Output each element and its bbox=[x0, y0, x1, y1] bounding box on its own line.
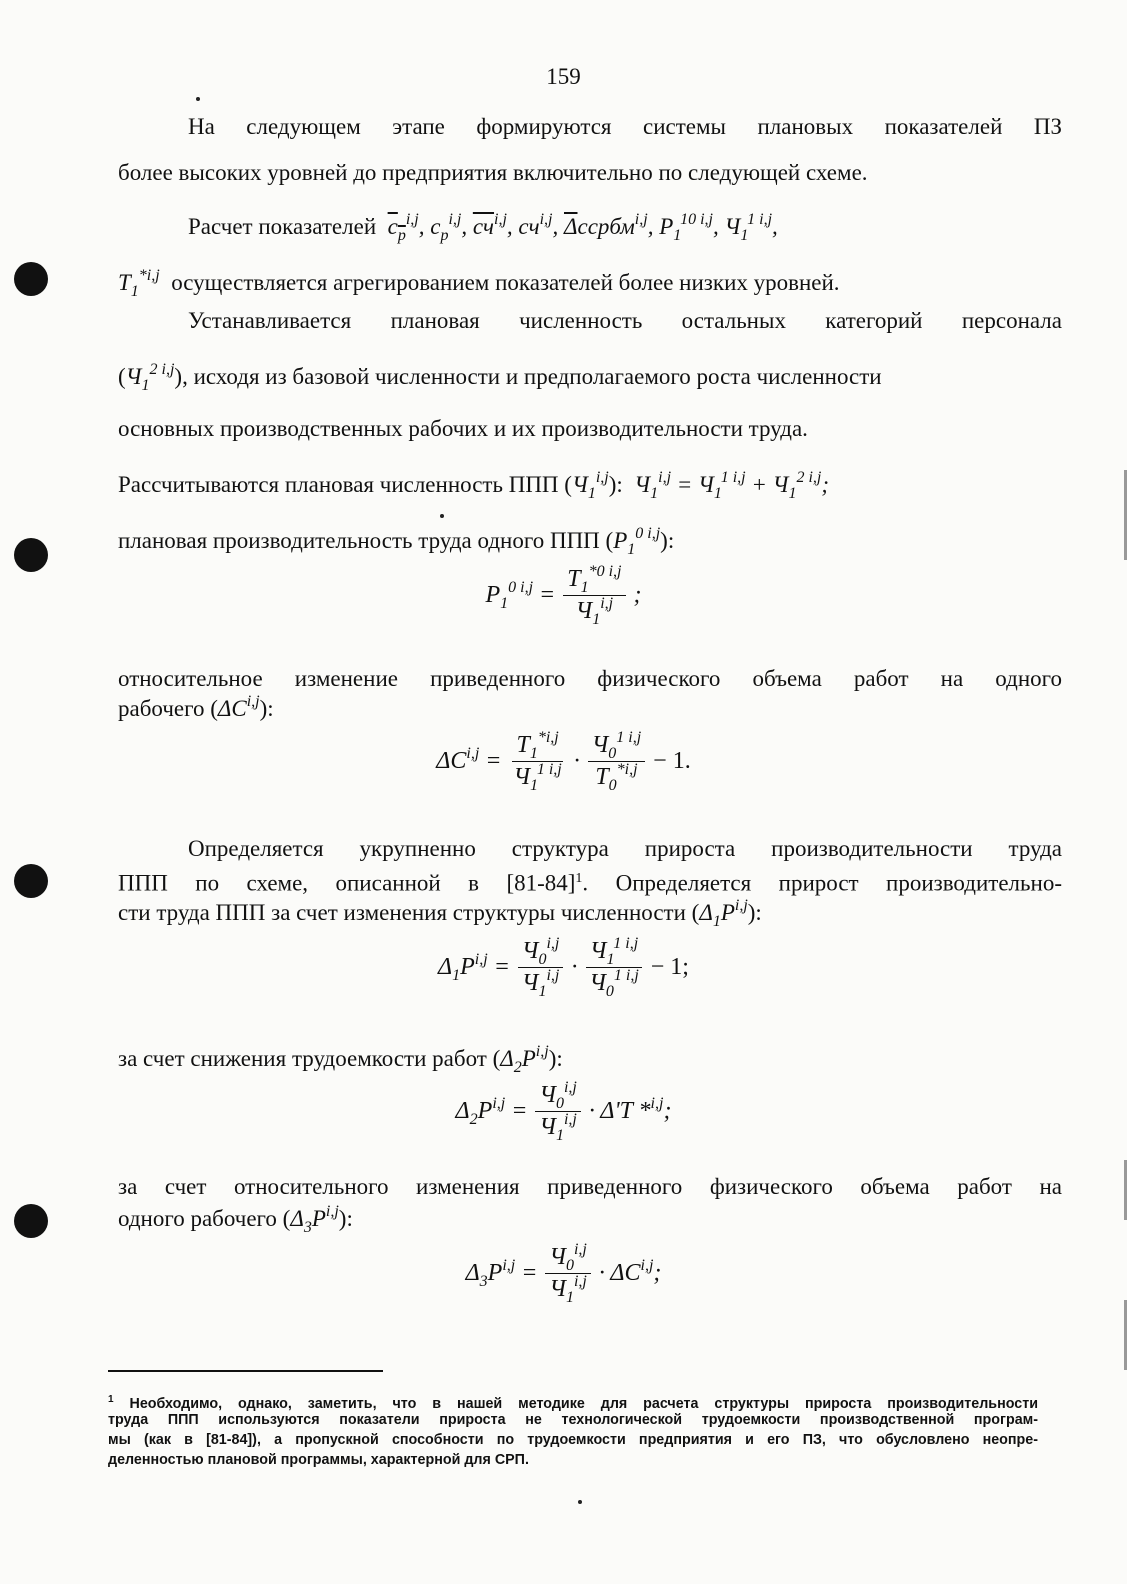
scan-speck bbox=[440, 514, 444, 518]
footnote-separator bbox=[108, 1370, 383, 1372]
volume-line-1: за счет относительного изменения приведенного физического объема работ на bbox=[118, 1174, 1062, 1199]
calc-continuation-line bbox=[118, 268, 1062, 301]
structure-line-2: ППП по схеме, описанной в $[81-84]^1$. Определяется прирост производительно- bbox=[118, 870, 1062, 896]
footnote-line-2: труда ППП используются показатели прироста не технологической трудоемкости производственной програм- bbox=[108, 1412, 1038, 1428]
staff-line-3: основных производственных рабочих и их производительности труда. bbox=[118, 416, 808, 441]
change-line-1: относительное изменение приведенного физического объема работ на одного bbox=[118, 666, 1062, 691]
formula-delta1: $\Delta_1P^{i,j}$ = $\frac{Ч_0^{i,j}}{Ч_1^{i,j}}$ · $\frac{Ч_1^{1 i,j}}{Ч_0^{1 i,j}}$ − 1; bbox=[438, 935, 689, 1000]
punch-hole bbox=[14, 1204, 48, 1238]
intro-line-2: более высоких уровней до предприятия включительно по следующей схеме. bbox=[118, 160, 868, 185]
staff-line-2: $(Ч_1^{2 i,j})$, исходя из базовой численности и предполагаемого роста численности bbox=[118, 361, 882, 394]
calc-continuation: осуществляется агрегированием показателей более низких уровней. bbox=[171, 270, 840, 295]
indicator-t1: $T_1^{*i,j}$ bbox=[118, 267, 160, 300]
ppp-count-formula: $Ч_1^{i,j} = Ч_1^{1 i,j} + Ч_1^{2 i,j}$; bbox=[634, 469, 830, 502]
staff-line-1: Устанавливается плановая численность остальных категорий персонала bbox=[188, 308, 1062, 333]
intro-line-1: На следующем этапе формируются системы плановых показателей ПЗ bbox=[188, 114, 1062, 139]
scan-speck bbox=[578, 1500, 582, 1504]
formula-delta3: $\Delta_3P^{i,j}$ = $\frac{Ч_0^{i,j}}{Ч_1^{i,j}}$ · ΔC$^{i,j}$; bbox=[465, 1241, 662, 1306]
scan-speck bbox=[196, 97, 200, 101]
formula-delta2: $\Delta_2P^{i,j}$ = $\frac{Ч_0^{i,j}}{Ч_1^{i,j}}$ · Δ'T *$^{i,j}$; bbox=[455, 1079, 672, 1144]
page-number: 159 bbox=[546, 64, 581, 89]
footnote-line-1: $^1$ Необходимо, однако, заметить, что в нашей методике для расчета структуры прироста производительности bbox=[108, 1394, 1038, 1412]
ppp-productivity-line: плановая производительность труда одного ППП $(P_1^{0 i,j})$: bbox=[118, 525, 675, 558]
change-line-2: рабочего (ΔC$^{i,j}$): bbox=[118, 693, 274, 721]
calc-prefix: Расчет показателей bbox=[188, 214, 377, 239]
punch-hole bbox=[14, 262, 48, 296]
structure-line-1: Определяется укрупненно структура прироста производительности труда bbox=[188, 836, 1062, 861]
footnote-line-3: мы (как в [81-84]), а пропускной способности по трудоемкости предприятия и его ПЗ, что обусловлено неопре- bbox=[108, 1432, 1038, 1448]
footnote-line-4: деленностью плановой программы, характерной для СРП. bbox=[108, 1452, 529, 1468]
ppp-count-line: Рассчитываются плановая численность ППП $(Ч_1^{i,j})$: $Ч_1^{i,j} = Ч_1^{1 i,j} + Ч_1^{2 i,j}$; bbox=[118, 469, 830, 502]
formula-volume-change: ΔC$^{i,j}$ = $\frac{T_1^{*i,j}}{Ч_1^{1 i,j}}$ · $\frac{Ч_0^{1 i,j}}{T_0^{*i,j}}$ − 1. bbox=[436, 729, 691, 794]
volume-line-2: одного рабочего $(\Delta_3P^{i,j})$: bbox=[118, 1203, 353, 1236]
calc-indicators-line bbox=[118, 212, 1062, 245]
labor-line: за счет снижения трудоемкости работ $(\Delta_2P^{i,j})$: bbox=[118, 1043, 563, 1076]
formula-productivity: $P_1^{0 i,j}$ = $\frac{T_1^{*0 i,j}}{Ч_1^{i,j}}$ ; bbox=[485, 563, 642, 628]
indicator-list: $c_p^{i,j}$, $c_p^{i,j}$, cч$^{i,j}$, cч$^{i,j}$, $\overline{\Delta}ccрбм^{i,j}$, $P_1^{10 i,j}$, $Ч_1^{1 i,j}$, bbox=[387, 211, 778, 244]
structure-line-3: сти труда ППП за счет изменения структуры численности $(\Delta_1P^{i,j})$: bbox=[118, 897, 762, 930]
punch-hole bbox=[14, 864, 48, 898]
